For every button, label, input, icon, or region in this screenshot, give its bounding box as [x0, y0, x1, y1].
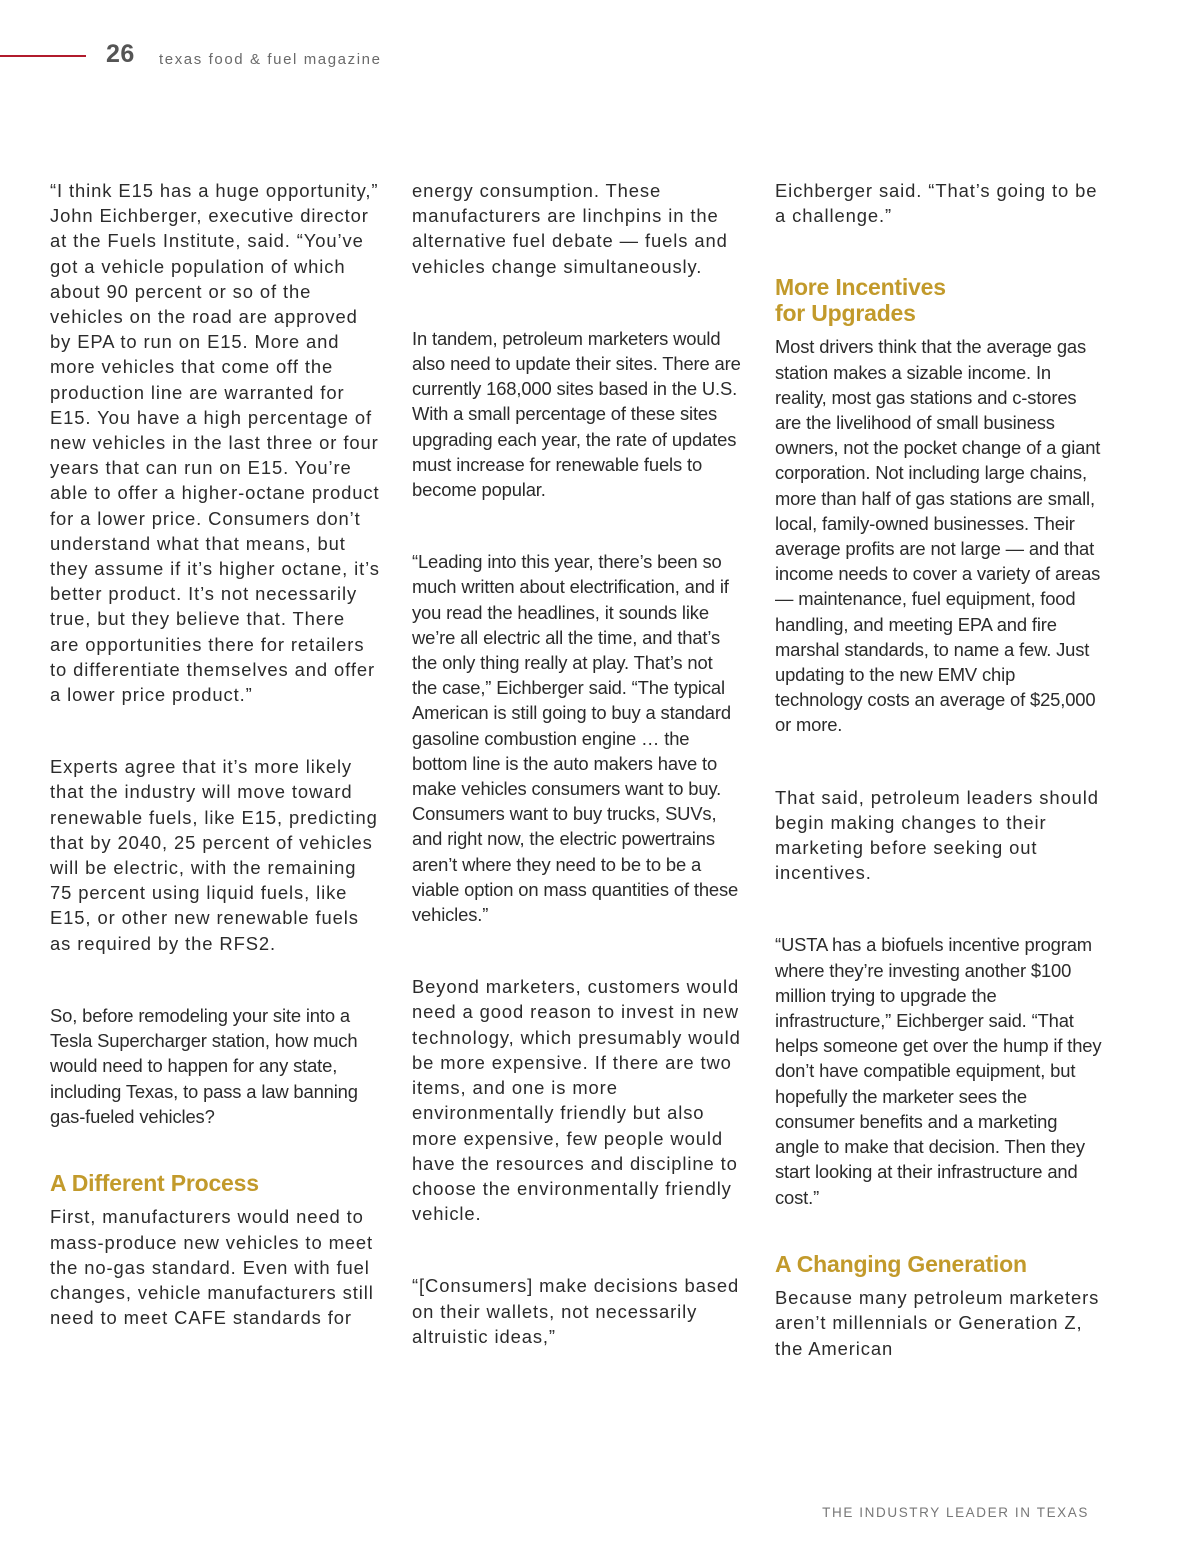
paragraph: energy consumption. These manufacturers are linchpins in the alternative fuel debate — fuels and vehicles change simultaneously. [412, 180, 728, 277]
section-heading: A Changing Generation [775, 1250, 1027, 1277]
footer-tagline: THE INDUSTRY LEADER IN TEXAS [822, 1505, 1089, 1520]
section-heading: A Different Process [50, 1169, 259, 1196]
paragraph: “USTA has a biofuels incentive program where they’re investing another $100 million trying to upgrade the infrastructure,” Eichberger said. “That helps someone get over the hump if they don’t have compatible equipment, but hopefully the marketer sees the consumer benefits and a marketing angle to make that decision. Then they start looking at their infrastructure and cost.” [775, 934, 1102, 1208]
paragraph: “Leading into this year, there’s been so much written about electrification, and if you read the headlines, it sounds like we’re all electric all the time, and that’s the only thing really at play. That’s not the case,” Eichberger said. “The typical American is still going to buy a standard gasoline combustion engine … the bottom line is the auto makers have to make vehicles consumers want to buy. Consumers want to buy trucks, SUVs, and right now, the electric powertrains aren’t where they need to be to be a viable option on mass quantities of these vehicles.” [412, 551, 739, 926]
article-column-2 [412, 178, 742, 1396]
magazine-name: texas food & fuel magazine [159, 51, 382, 68]
paragraph: First, manufacturers would need to mass-produce new vehicles to meet the no-gas standard. Even with fuel changes, vehicle manufacturers still need to meet CAFE standards for [50, 1206, 374, 1329]
section-heading: More Incentives for Upgrades [775, 274, 946, 326]
paragraph: “I think E15 has a huge opportunity,” John Eichberger, executive director at the Fuels Institute, said. “You’ve got a vehicle population of which about 90 percent or so of the vehicles on the road are approved by EPA to run on E15. More and more vehicles that come off the production line are warranted for E15. You have a high percentage of new vehicles in the last three or four years that can run on E15. You’re able to offer a higher-octane product for a lower price. Consumers don’t understand what that means, but they assume if it’s higher octane, it’s better product. It’s not necessarily true, but they believe that. There are opportunities there for retailers to differentiate themselves and offer a lower price product.” [50, 180, 380, 706]
paragraph: “[Consumers] make decisions based on their wallets, not necessarily altruistic ideas,” [412, 1275, 740, 1347]
page-number: 26 [106, 40, 135, 68]
paragraph: So, before remodeling your site into a Tesla Supercharger station, how much would need to happen for any state, including Texas, to pass a law banning gas-fueled vehicles? [50, 1004, 358, 1127]
paragraph: That said, petroleum leaders should begin making changes to their marketing before seeking out incentives. [775, 786, 1099, 884]
article-column-3 [775, 178, 1105, 1408]
paragraph: Most drivers think that the average gas station makes a sizable income. In reality, most gas stations and c-stores are the livelihood of small business owners, not the pocket change of a giant corporation. Not including large chains, more than half of gas stations are small, local, family-owned businesses. Their average profits are not large — and that income needs to cover a variety of areas — maintenance, fuel equipment, food handling, and meeting EPA and fire marshal standards, to name a few. Just updating to the new EMV chip technology costs an average of $25,000 or more. [775, 336, 1101, 736]
paragraph: Experts agree that it’s more likely that the industry will move toward renewable fuels, like E15, predicting that by 2040, 25 percent of vehicles will be electric, with the remaining 75 percent using liquid fuels, like E15, or other new renewable fuels as required by the RFS2. [50, 756, 378, 954]
paragraph: In tandem, petroleum marketers would also need to update their sites. There are currently 168,000 sites based in the U.S. With a small percentage of these sites upgrading each year, the rate of updates must increase for renewable fuels to become popular. [412, 327, 741, 501]
article-column-1 [50, 178, 380, 1377]
paragraph: Beyond marketers, customers would need a good reason to invest in new technology, which presumably would be more expensive. If there are two items, and one is more environmentally friendly but also more expensive, few people would have the resources and discipline to choose the environmentally friendly vehicle. [412, 976, 741, 1225]
paragraph: Eichberger said. “That’s going to be a challenge.” [775, 180, 1098, 227]
paragraph: Because many petroleum marketers aren’t millennials or Generation Z, the American [775, 1287, 1100, 1359]
header-accent-rule [0, 55, 86, 57]
